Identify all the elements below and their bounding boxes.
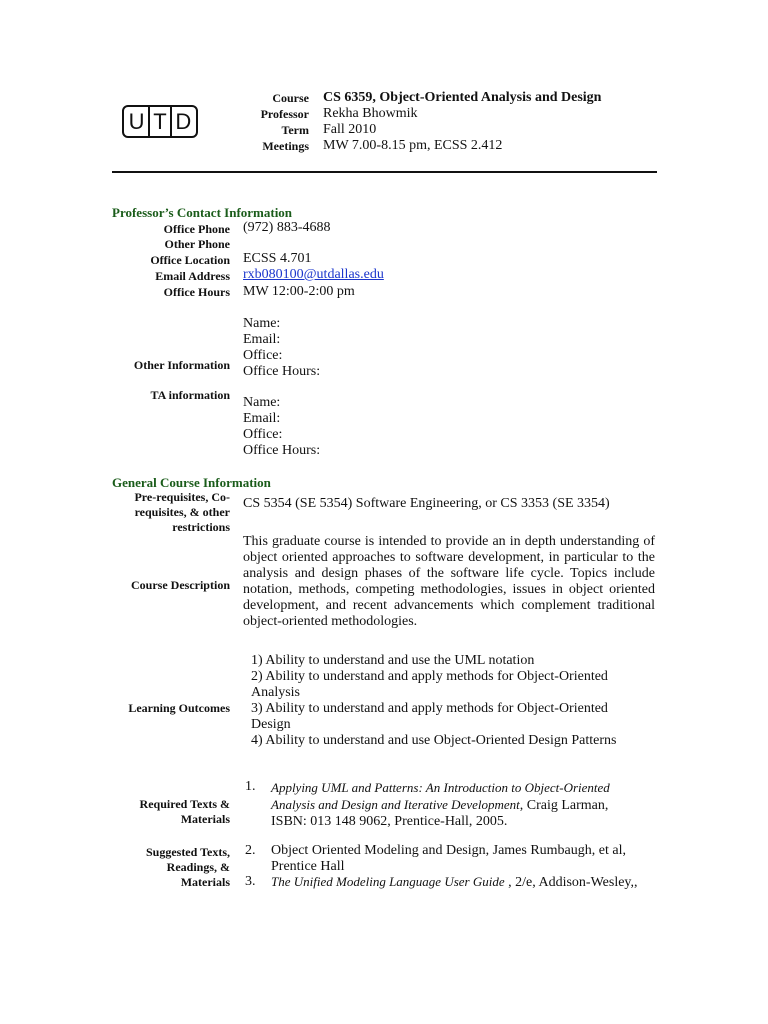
ta-hours: Office Hours: xyxy=(243,443,321,458)
meetings-value: MW 7.00-8.15 pm, ECSS 2.412 xyxy=(323,138,503,153)
term-row xyxy=(0,122,768,138)
course-row xyxy=(0,90,768,106)
other-info-office: Office: xyxy=(243,348,283,363)
logo-letter: U xyxy=(128,108,145,134)
other-info-label: Other Information xyxy=(133,358,230,372)
office-hours-value: MW 12:00-2:00 pm xyxy=(243,284,355,299)
office-phone-value: (972) 883-4688 xyxy=(243,220,331,235)
office-phone-label: Office Phone xyxy=(163,222,230,236)
outcome-item: 3) Ability to understand and apply methods for Object-Oriented xyxy=(251,701,608,716)
professor-label: Professor xyxy=(260,107,309,121)
learning-outcomes-label: Learning Outcomes xyxy=(128,701,230,715)
contact-section-title: Professor’s Contact Information xyxy=(112,205,293,220)
required-text-author: , Craig Larman, xyxy=(519,798,609,813)
prereq-label xyxy=(134,490,230,535)
office-location-value: ECSS 4.701 xyxy=(243,251,312,266)
header-divider xyxy=(112,171,657,173)
required-label-line: Required Texts & xyxy=(139,797,230,811)
suggested-label-line: Materials xyxy=(180,875,230,889)
suggested-label-line: Suggested Texts, xyxy=(145,845,230,859)
prereq-value: CS 5354 (SE 5354) Software Engineering, or CS 3353 (SE 3354) xyxy=(243,496,610,511)
course-description-text: This graduate course is intended to provide an in depth understanding of object oriented approaches to software development, in particular to the analysis and design phases of the software life cycle. Topics include notation, methods, competing methodologies, issues in object oriented development, and recent advancements which complement traditional object-oriented methodologies. xyxy=(243,534,655,629)
term-value: Fall 2010 xyxy=(323,122,377,137)
logo-letter: D xyxy=(175,108,192,134)
required-text-number: 1. xyxy=(245,779,256,794)
meetings-label: Meetings xyxy=(262,139,309,153)
other-info-fields xyxy=(243,316,320,380)
prereq-label-line: requisites, & other xyxy=(134,505,230,519)
course-value: CS 6359, Object-Oriented Analysis and Design xyxy=(323,90,602,105)
ta-info-label: TA information xyxy=(150,388,230,402)
suggested-texts-label xyxy=(146,845,230,890)
course-label: Course xyxy=(272,91,309,105)
office-location-label: Office Location xyxy=(150,253,230,267)
required-text-isbn: ISBN: 013 148 9062, Prentice-Hall, 2005. xyxy=(271,814,508,829)
ta-email: Email: xyxy=(243,411,281,426)
course-description-label: Course Description xyxy=(131,578,230,592)
email-label: Email Address xyxy=(155,269,230,283)
learning-outcomes-list xyxy=(251,653,651,749)
suggested-text-number: 3. xyxy=(245,874,256,889)
prereq-label-line: restrictions xyxy=(172,520,230,534)
ta-info-fields xyxy=(243,395,320,459)
ta-office: Office: xyxy=(243,427,283,442)
outcome-item: 4) Ability to understand and use Object-Oriented Design Patterns xyxy=(251,733,617,748)
required-texts-label xyxy=(140,797,230,827)
general-section-title: General Course Information xyxy=(112,475,271,490)
other-info-name: Name: xyxy=(243,316,281,331)
ta-name: Name: xyxy=(243,395,281,410)
professor-value: Rekha Bhowmik xyxy=(323,106,418,121)
logo-letter: T xyxy=(153,108,167,134)
required-text-title: Applying UML and Patterns: An Introduction to Object-Oriented Analysis and Design and Iterative Development xyxy=(271,780,610,812)
suggested-text-publisher: , 2/e, Addison-Wesley,, xyxy=(504,875,638,890)
suggested-text-number: 2. xyxy=(245,843,256,858)
professor-row xyxy=(0,106,768,122)
suggested-text-title: The Unified Modeling Language User Guide xyxy=(271,874,505,889)
suggested-text-entry: Object Oriented Modeling and Design, James Rumbaugh, et al, Prentice Hall xyxy=(271,843,626,874)
prereq-label-line: Pre-requisites, Co- xyxy=(134,490,230,504)
office-hours-label: Office Hours xyxy=(163,285,230,299)
term-label: Term xyxy=(281,123,309,137)
required-text-entry xyxy=(271,780,656,830)
suggested-label-line: Readings, & xyxy=(166,860,230,874)
outcome-item: Analysis xyxy=(251,685,300,700)
required-label-line: Materials xyxy=(180,812,230,826)
email-link[interactable]: rxb080100@utdallas.edu xyxy=(243,267,384,282)
suggested-text-entry xyxy=(271,874,656,891)
outcome-item: 1) Ability to understand and use the UML notation xyxy=(251,653,535,668)
other-info-email: Email: xyxy=(243,332,281,347)
outcome-item: Design xyxy=(251,717,291,732)
meetings-row xyxy=(0,138,768,154)
outcome-item: 2) Ability to understand and apply methods for Object-Oriented xyxy=(251,669,608,684)
other-info-hours: Office Hours: xyxy=(243,364,321,379)
other-phone-label: Other Phone xyxy=(164,237,230,251)
